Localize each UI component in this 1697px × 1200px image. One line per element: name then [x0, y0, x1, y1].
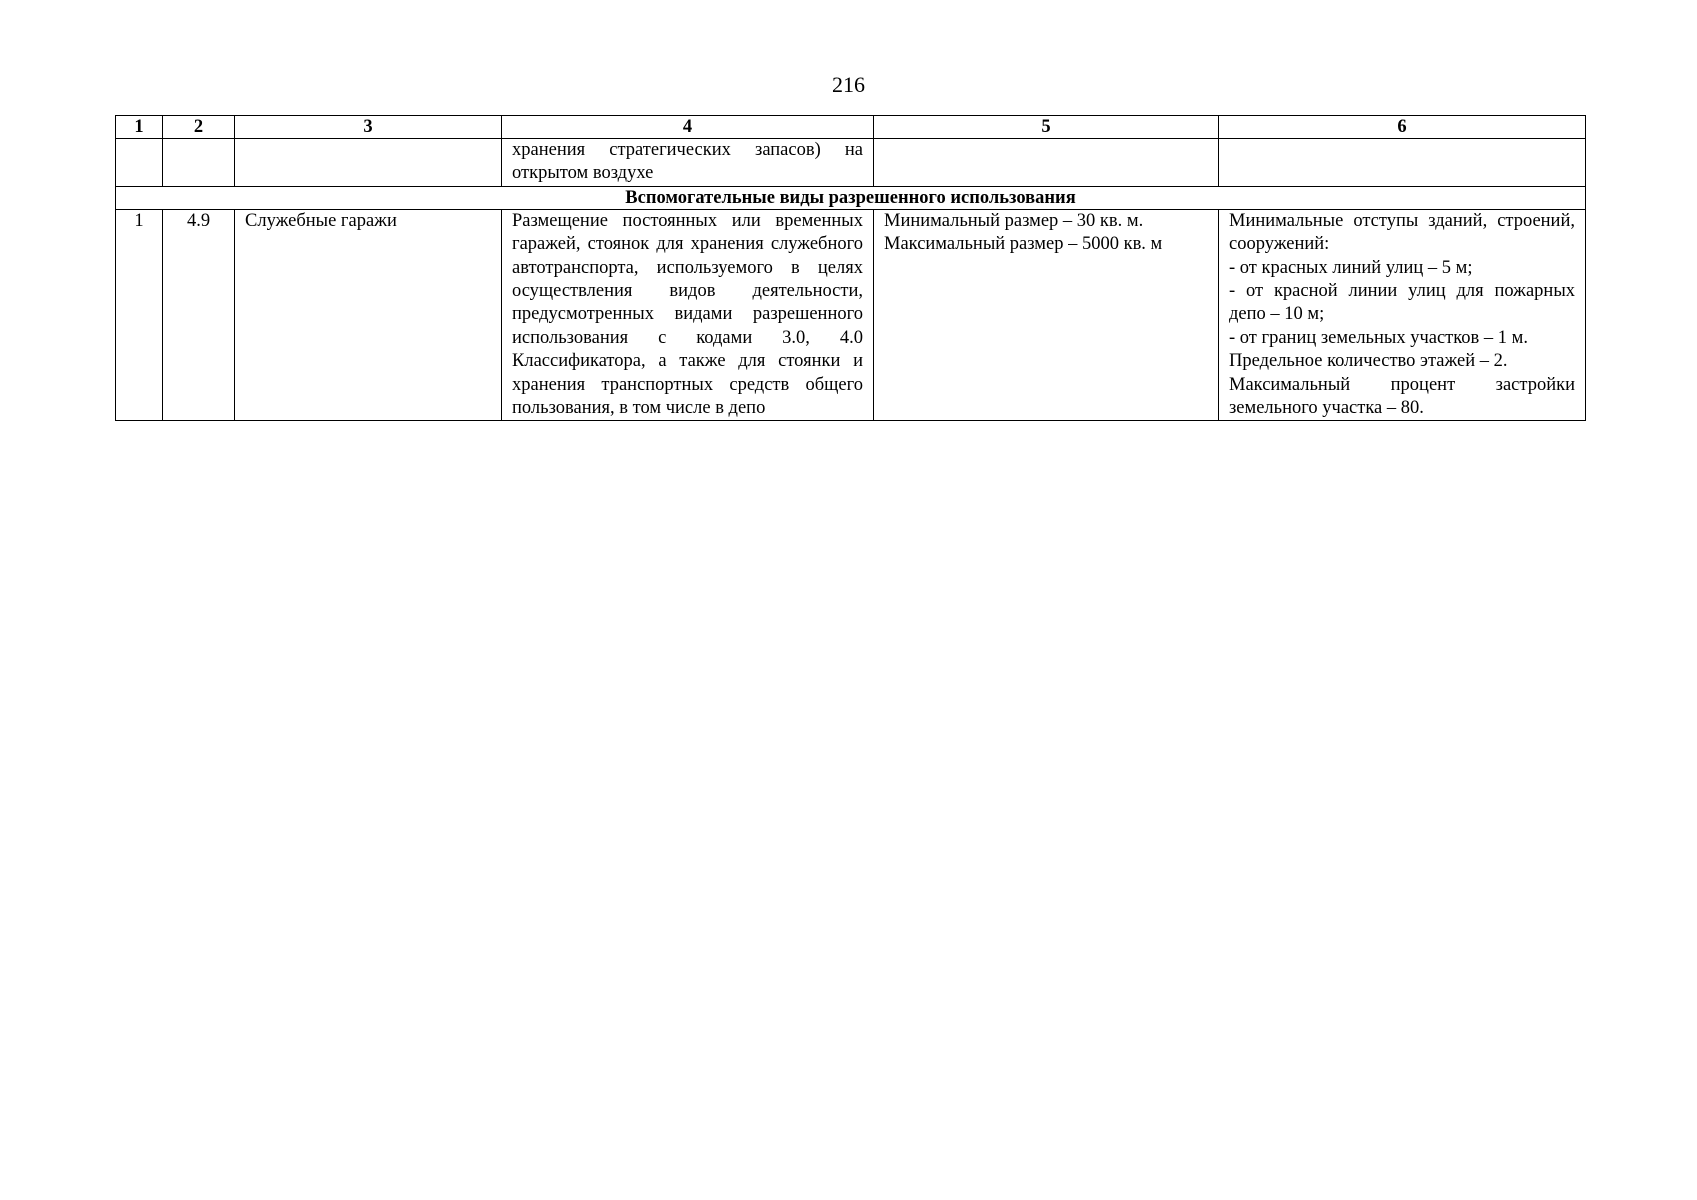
row-use-name-cell: Служебные гаражи: [235, 209, 502, 421]
header-cell-6: 6: [1219, 116, 1586, 139]
min-size-text: Минимальный размер – 30 кв. м.: [884, 210, 1144, 231]
max-coverage-text: Максимальный процент застройки земельного участка – 80.: [1229, 374, 1575, 419]
page-number: 216: [832, 72, 865, 97]
continuation-cell-6: [1219, 139, 1586, 187]
max-size-text: Максимальный размер – 5000 кв. м: [884, 234, 1163, 255]
row-description-cell: Размещение постоянных или временных гаражей, стоянок для хранения служебного автотранспорта, используемого в целях осуществления видов деятельности, предусмотренных видами разрешенного использования с кодами 3.0, 4.0 Классификатора, а также для стоянки и хранения транспортных средств общего пользования, в том числе в депо: [502, 209, 874, 421]
row-size-cell: [874, 209, 1219, 421]
header-cell-2: 2: [163, 116, 235, 139]
header-cell-4: 4: [502, 116, 874, 139]
setbacks-heading-text: Минимальные отступы зданий, строений, сооружений:: [1229, 210, 1575, 255]
continuation-row: [116, 139, 1586, 187]
continuation-cell-5: [874, 139, 1219, 187]
header-cell-5: 5: [874, 116, 1219, 139]
regulations-table: [115, 115, 1586, 421]
setback-fire-depot-text: - от красной линии улиц для пожарных депо – 10 м;: [1229, 281, 1575, 325]
section-title: Вспомогательные виды разрешенного использования: [116, 186, 1586, 209]
table-header-row: [116, 116, 1586, 139]
header-cell-3: 3: [235, 116, 502, 139]
continuation-cell-4: хранения стратегических запасов) на открытом воздухе: [502, 139, 874, 187]
row-parameters-cell: [1219, 209, 1586, 421]
setback-red-lines-text: - от красных линий улиц – 5 м;: [1229, 257, 1473, 278]
row-code-cell: 4.9: [163, 209, 235, 421]
continuation-cell-1: [116, 139, 163, 187]
header-cell-1: 1: [116, 116, 163, 139]
max-floors-text: Предельное количество этажей – 2.: [1229, 351, 1508, 372]
section-title-row: [116, 186, 1586, 209]
row-number-cell: 1: [116, 209, 163, 421]
table-row: [116, 209, 1586, 421]
continuation-cell-2: [163, 139, 235, 187]
setback-plot-borders-text: - от границ земельных участков – 1 м.: [1229, 327, 1528, 348]
continuation-cell-3: [235, 139, 502, 187]
